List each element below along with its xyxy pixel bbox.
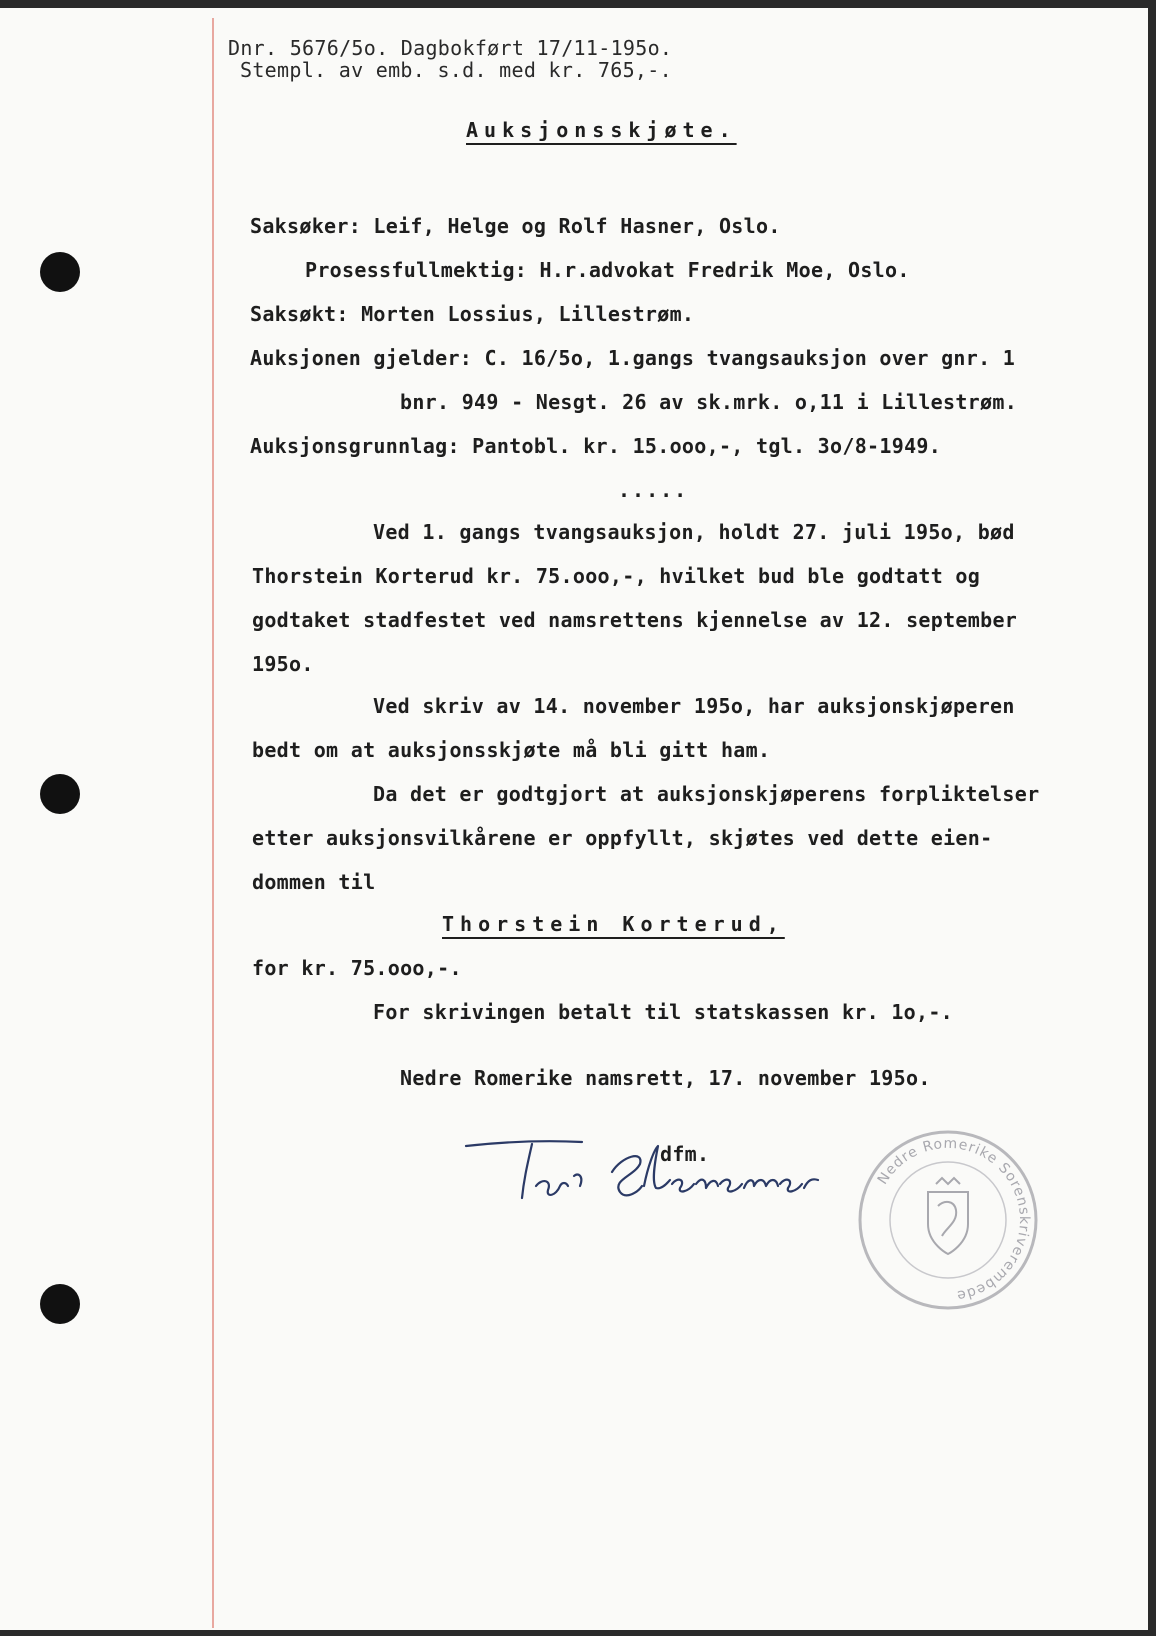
signature	[462, 1136, 842, 1220]
separator-dots: .....	[618, 478, 689, 502]
header-line-2: Stempl. av emb. s.d. med kr. 765,-.	[240, 58, 672, 82]
defendant-line: Saksøkt: Morten Lossius, Lillestrøm.	[250, 302, 695, 326]
plaintiff-line: Saksøker: Leif, Helge og Rolf Hasner, Oslo.	[250, 214, 781, 238]
body-line: Ved 1. gangs tvangsauksjon, holdt 27. juli 195o, bød	[373, 520, 1015, 544]
place-date-line: Nedre Romerike namsrett, 17. november 195o.	[400, 1066, 931, 1090]
body-line: dommen til	[252, 870, 376, 894]
margin-line	[212, 18, 214, 1628]
subject-line-2: bnr. 949 - Nesgt. 26 av sk.mrk. o,11 i Lillestrøm.	[400, 390, 1018, 414]
punch-hole	[40, 774, 80, 814]
buyer-name: Thorstein Korterud,	[442, 912, 785, 936]
fee-line: For skrivingen betalt til statskassen kr. 1o,-.	[373, 1000, 954, 1024]
official-seal-stamp	[856, 1128, 1040, 1312]
punch-hole	[40, 252, 80, 292]
body-line: bedt om at auksjonsskjøte må bli gitt ham.	[252, 738, 771, 762]
body-line: Thorstein Korterud kr. 75.ooo,-, hvilket bud ble godtatt og	[252, 564, 981, 588]
body-line: etter auksjonsvilkårene er oppfyllt, skjøtes ved dette eien-	[252, 826, 993, 850]
price-line: for kr. 75.ooo,-.	[252, 956, 462, 980]
document-page	[0, 8, 1148, 1630]
punch-hole	[40, 1284, 80, 1324]
header-line-1: Dnr. 5676/5o. Dagbokført 17/11-195o.	[228, 36, 673, 60]
body-line: Da det er godtgjort at auksjonskjøperens forpliktelser	[373, 782, 1040, 806]
body-line: 195o.	[252, 652, 314, 676]
attorney-line: Prosessfullmektig: H.r.advokat Fredrik Moe, Oslo.	[305, 258, 910, 282]
stamp-text: Nedre Romerike Sorenskriverembede	[874, 1135, 1033, 1304]
subject-line-1: Auksjonen gjelder: C. 16/5o, 1.gangs tvangsauksjon over gnr. 1	[250, 346, 1016, 370]
basis-line: Auksjonsgrunnlag: Pantobl. kr. 15.ooo,-, tgl. 3o/8-1949.	[250, 434, 942, 458]
title-abbreviation: dfm.	[660, 1142, 710, 1166]
document-title: Auksjonsskjøte.	[466, 118, 737, 142]
body-line: godtaket stadfestet ved namsrettens kjennelse av 12. september	[252, 608, 1018, 632]
body-line: Ved skriv av 14. november 195o, har auksjonskjøperen	[373, 694, 1015, 718]
